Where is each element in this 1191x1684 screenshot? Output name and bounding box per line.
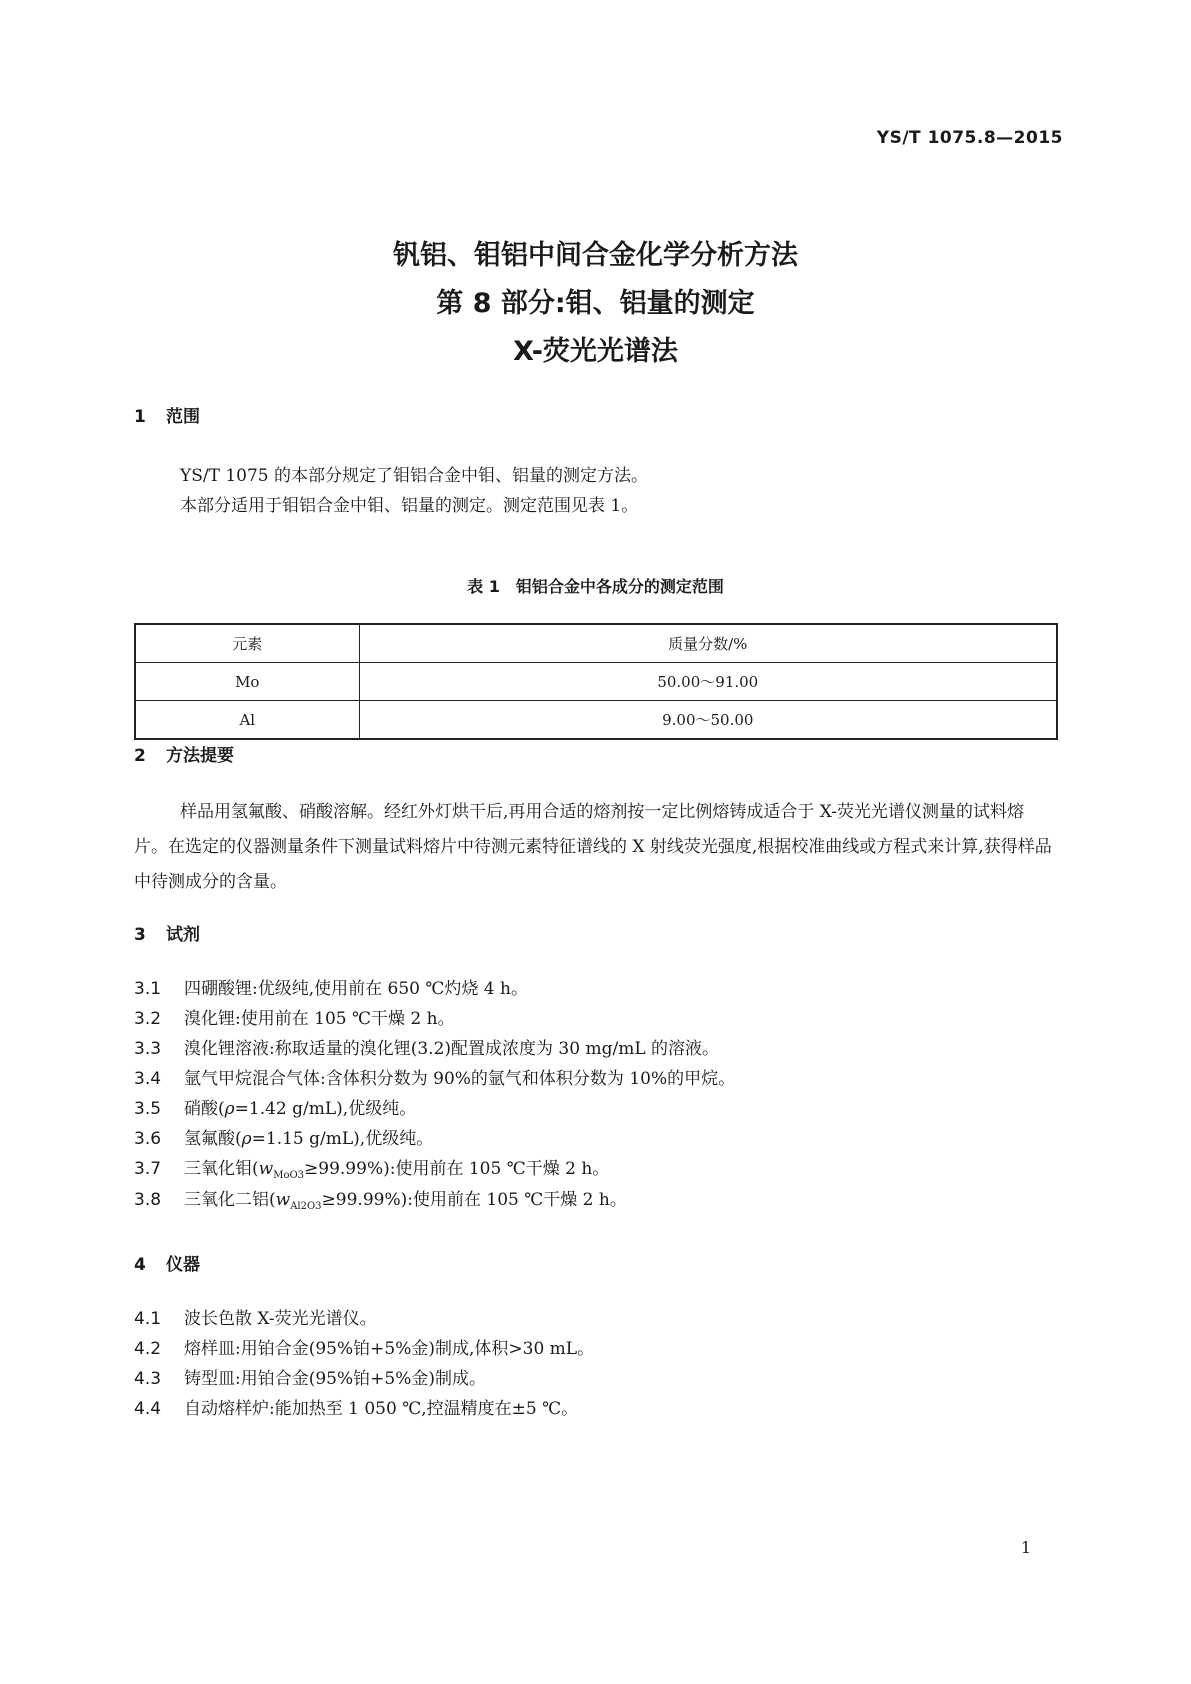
document-title: [0, 232, 1191, 376]
apparatus-item: [134, 1365, 486, 1393]
item-number: 4.3: [134, 1369, 162, 1389]
reagent-item: [134, 1095, 416, 1123]
item-text: 溴化锂:使用前在 105 ℃干燥 2 h。: [184, 1009, 455, 1029]
item-number: 4.4: [134, 1399, 162, 1419]
item-number: 4.1: [134, 1309, 162, 1329]
apparatus-item: [134, 1395, 578, 1423]
mass-fraction-symbol: w: [275, 1190, 291, 1210]
table-header-row: [135, 624, 1057, 663]
table-header-cell: 元素: [135, 624, 359, 663]
item-text: 铸型皿:用铂合金(95%铂+5%金)制成。: [184, 1369, 486, 1389]
item-text: 氩气甲烷混合气体:含体积分数为 90%的氩气和体积分数为 10%的甲烷。: [184, 1069, 736, 1089]
reagent-item: [134, 1065, 735, 1093]
reagent-item: [134, 1035, 719, 1063]
formula-subscript: Al2O3: [290, 1201, 322, 1212]
item-number: 3.3: [134, 1039, 162, 1059]
section-heading-apparatus: [134, 1250, 200, 1275]
section-number: 1: [134, 407, 146, 427]
page-number: 1: [1020, 1538, 1031, 1557]
item-text-suffix: =1.42 g/mL),优级纯。: [234, 1099, 417, 1119]
item-number: 4.2: [134, 1339, 162, 1359]
reagent-item: [134, 1186, 627, 1221]
section-heading-method: [134, 741, 234, 766]
item-text-suffix: =1.15 g/mL),优级纯。: [251, 1129, 434, 1149]
table-cell: 9.00～50.00: [359, 701, 1057, 740]
table-row: [135, 701, 1057, 740]
formula-subscript: MoO3: [273, 1170, 305, 1181]
section-number: 3: [134, 925, 146, 945]
section-number: 4: [134, 1255, 146, 1275]
mass-fraction-symbol: w: [258, 1159, 274, 1179]
table-row: [135, 663, 1057, 701]
reagent-item: [134, 975, 528, 1003]
item-text-prefix: 氢氟酸(: [184, 1129, 242, 1149]
title-line-3: X-荧光光谱法: [513, 336, 678, 367]
table-caption: 表 1 钼铝合金中各成分的测定范围: [467, 577, 724, 596]
section-title: 仪器: [166, 1255, 200, 1275]
item-number: 3.8: [134, 1190, 162, 1210]
item-text: 溴化锂溶液:称取适量的溴化锂(3.2)配置成浓度为 30 mg/mL 的溶液。: [184, 1039, 720, 1059]
item-number: 3.1: [134, 979, 162, 999]
reagent-item: [134, 1155, 609, 1190]
table-header-cell: 质量分数/%: [359, 624, 1057, 663]
item-number: 3.5: [134, 1099, 162, 1119]
reagent-item: [134, 1125, 433, 1153]
item-number: 3.6: [134, 1129, 162, 1149]
apparatus-item: [134, 1305, 377, 1333]
title-line-1: 钒铝、钼铝中间合金化学分析方法: [393, 240, 798, 271]
item-text-prefix: 硝酸(: [184, 1099, 225, 1119]
reagent-item: [134, 1005, 455, 1033]
density-symbol: ρ: [224, 1099, 235, 1119]
apparatus-item: [134, 1335, 594, 1363]
measurement-range-table: [134, 623, 1058, 740]
item-number: 3.7: [134, 1159, 162, 1179]
scope-paragraph-1: YS/T 1075 的本部分规定了钼铝合金中钼、铝量的测定方法。: [180, 466, 649, 486]
item-text-suffix: ≥99.99%):使用前在 105 ℃干燥 2 h。: [304, 1159, 610, 1179]
scope-paragraph-2: 本部分适用于钼铝合金中钼、铝量的测定。测定范围见表 1。: [180, 496, 639, 516]
density-symbol: ρ: [241, 1129, 252, 1149]
item-text-prefix: 三氧化钼(: [184, 1159, 259, 1179]
section-heading-reagents: [134, 920, 200, 945]
item-text: 自动熔样炉:能加热至 1 050 ℃,控温精度在±5 ℃。: [184, 1399, 579, 1419]
document-code: YS/T 1075.8—2015: [876, 128, 1063, 148]
table-cell: Al: [135, 701, 359, 740]
table-cell: 50.00～91.00: [359, 663, 1057, 701]
title-line-2: 第 8 部分:钼、铝量的测定: [436, 288, 755, 319]
item-number: 3.4: [134, 1069, 162, 1089]
item-text: 熔样皿:用铂合金(95%铂+5%金)制成,体积>30 mL。: [184, 1339, 595, 1359]
method-paragraph: 样品用氢氟酸、硝酸溶解。经红外灯烘干后,再用合适的熔剂按一定比例熔铸成适合于 X-荧光光谱仪测量的试料熔片。在选定的仪器测量条件下测量试料熔片中待测元素特征谱线的 X 射线荧光强度,根据校准曲线或方程式来计算,获得样品中待测成分的含量。: [134, 802, 1052, 892]
section-title: 方法提要: [166, 746, 234, 766]
item-text-suffix: ≥99.99%):使用前在 105 ℃干燥 2 h。: [321, 1190, 627, 1210]
section-title: 范围: [166, 407, 200, 427]
table-cell: Mo: [135, 663, 359, 701]
section-number: 2: [134, 746, 146, 766]
item-text: 四硼酸锂:优级纯,使用前在 650 ℃灼烧 4 h。: [184, 979, 528, 999]
item-text-prefix: 三氧化二铝(: [184, 1190, 276, 1210]
section-title: 试剂: [166, 925, 200, 945]
section-heading-scope: [134, 402, 200, 427]
item-text: 波长色散 X-荧光光谱仪。: [184, 1309, 377, 1329]
item-number: 3.2: [134, 1009, 162, 1029]
